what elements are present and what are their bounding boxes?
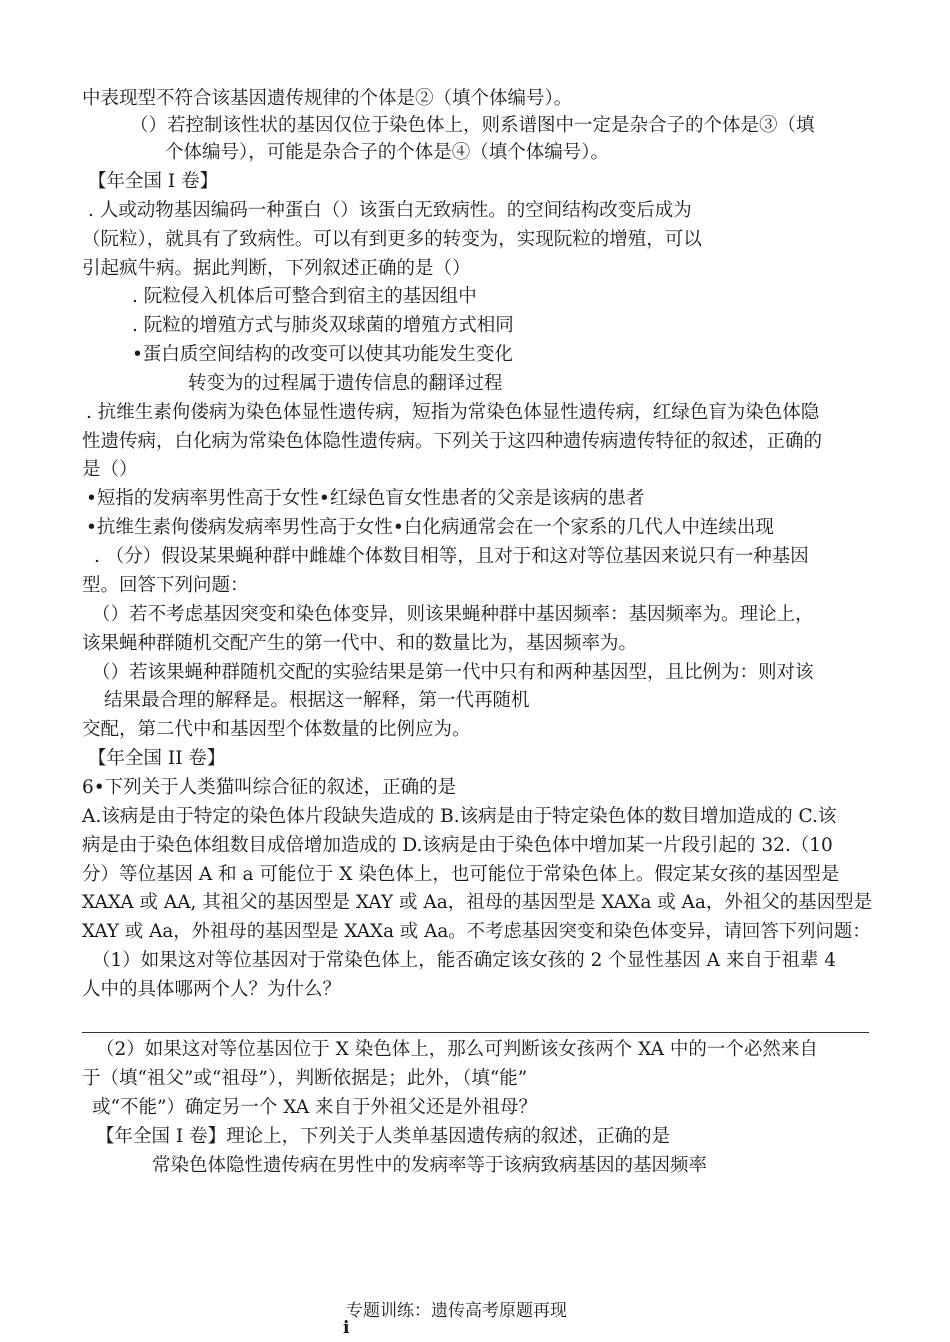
option-c: •蛋白质空间结构的改变可以使其功能发生变化: [132, 344, 513, 365]
text-line: 常染色体隐性遗传病在男性中的发病率等于该病致病基因的基因频率: [152, 1155, 708, 1176]
text-line: 引起疯牛病。据此判断，下列叙述正确的是（）: [82, 258, 471, 279]
text-line: （1）如果这对等位基因对于常染色体上，能否确定该女孩的 2 个显性基因 A 来自于祖辈 4: [92, 950, 837, 971]
text-line: （阮粒），就具有了致病性。可以有到更多的转变为，实现阮粒的增殖，可以: [82, 229, 702, 250]
text-line: 个体编号），可能是杂合子的个体是④（填个体编号）。: [165, 142, 610, 163]
text-line: . （分）假设某果蝇种群中雌雄个体数目相等，且对于和这对等位基因来说只有一种基因: [94, 546, 809, 567]
option-line: •抗维生素佝偻病发病率男性高于女性•白化病通常会在一个家系的几代人中连续出现: [86, 517, 774, 538]
text-line: （2）如果这对等位基因位于 X 染色体上，那么可判断该女孩两个 XA 中的一个必然来自: [96, 1039, 818, 1060]
option-line: •短指的发病率男性高于女性•红绿色盲女性患者的父亲是该病的患者: [86, 488, 645, 509]
option-b: . 阮粒的增殖方式与肺炎双球菌的增殖方式相同: [132, 315, 514, 336]
text-line: 型。回答下列问题：: [82, 575, 249, 596]
text-line: 该果蝇种群随机交配产生的第一代中、和的数量比为，基因频率为。: [82, 633, 638, 654]
section-heading: 【年全国 I 卷】: [88, 171, 219, 192]
text-line: （）若控制该性状的基因仅位于染色体上，则系谱图中一定是杂合子的个体是③（填: [130, 115, 815, 136]
text-line: 6•下列关于人类猫叫综合征的叙述，正确的是: [82, 777, 457, 798]
option-a: . 阮粒侵入机体后可整合到宿主的基因组中: [132, 286, 477, 307]
section-heading: 【年全国 II 卷】: [88, 748, 226, 769]
text-line: 分）等位基因 A 和 a 可能位于 X 染色体上，也可能位于常染色体上。假定某女孩的基因型是: [82, 864, 840, 885]
text-line: 人中的具体哪两个人？为什么？: [82, 979, 342, 1000]
answer-line: [82, 1032, 869, 1033]
text-line: A.该病是由于特定的染色体片段缺失造成的 B.该病是由于特定染色体的数目增加造成的 C.该: [82, 806, 837, 827]
text-line: . 抗维生素佝偻病为染色体显性遗传病，短指为常染色体显性遗传病，红绿色盲为染色体隐: [86, 402, 820, 423]
footer-title: 专题训练：遗传高考原题再现: [346, 1301, 567, 1321]
text-line: . 人或动物基因编码一种蛋白（）该蛋白无致病性。的空间结构改变后成为: [88, 200, 692, 221]
text-line: XAXA 或 AA, 其祖父的基因型是 XAY 或 Aa，祖母的基因型是 XAXa 或 Aa，外祖父的基因型是: [82, 892, 873, 913]
text-line: 交配，第二代中和基因型个体数量的比例应为。: [82, 719, 471, 740]
page-number: i: [343, 1318, 350, 1338]
text-line: 结果最合理的解释是。根据这一解释，第一代再随机: [104, 690, 530, 711]
text-line: 是（）: [82, 459, 138, 480]
text-line: （）若该果蝇种群随机交配的实验结果是第一代中只有和两种基因型，且比例为：则对该: [92, 662, 814, 683]
text-line: XAY 或 Aa，外祖母的基因型是 XAXa 或 Aa。不考虑基因突变和染色体变异，请回答下列问题：: [82, 921, 871, 942]
text-line: 病是由于染色体组数目成倍增加造成的 D.该病是由于染色体中增加某一片段引起的 32.（10: [82, 835, 833, 856]
text-line: 于（填“祖父”或“祖母”），判断依据是；此外，（填“能”: [82, 1068, 528, 1089]
option-d: 转变为的过程属于遗传信息的翻译过程: [188, 373, 503, 394]
text-line: 或“不能”）确定另一个 XA 来自于外祖父还是外祖母？: [92, 1097, 538, 1118]
text-line: 中表现型不符合该基因遗传规律的个体是②（填个体编号）。: [82, 88, 573, 109]
text-line: （）若不考虑基因突变和染色体变异，则该果蝇种群中基因频率：基因频率为。理论上，: [92, 604, 814, 625]
text-line: 【年全国 I 卷】理论上，下列关于人类单基因遗传病的叙述，正确的是: [96, 1126, 671, 1147]
text-line: 性遗传病，白化病为常染色体隐性遗传病。下列关于这四种遗传病遗传特征的叙述，正确的: [82, 431, 823, 452]
